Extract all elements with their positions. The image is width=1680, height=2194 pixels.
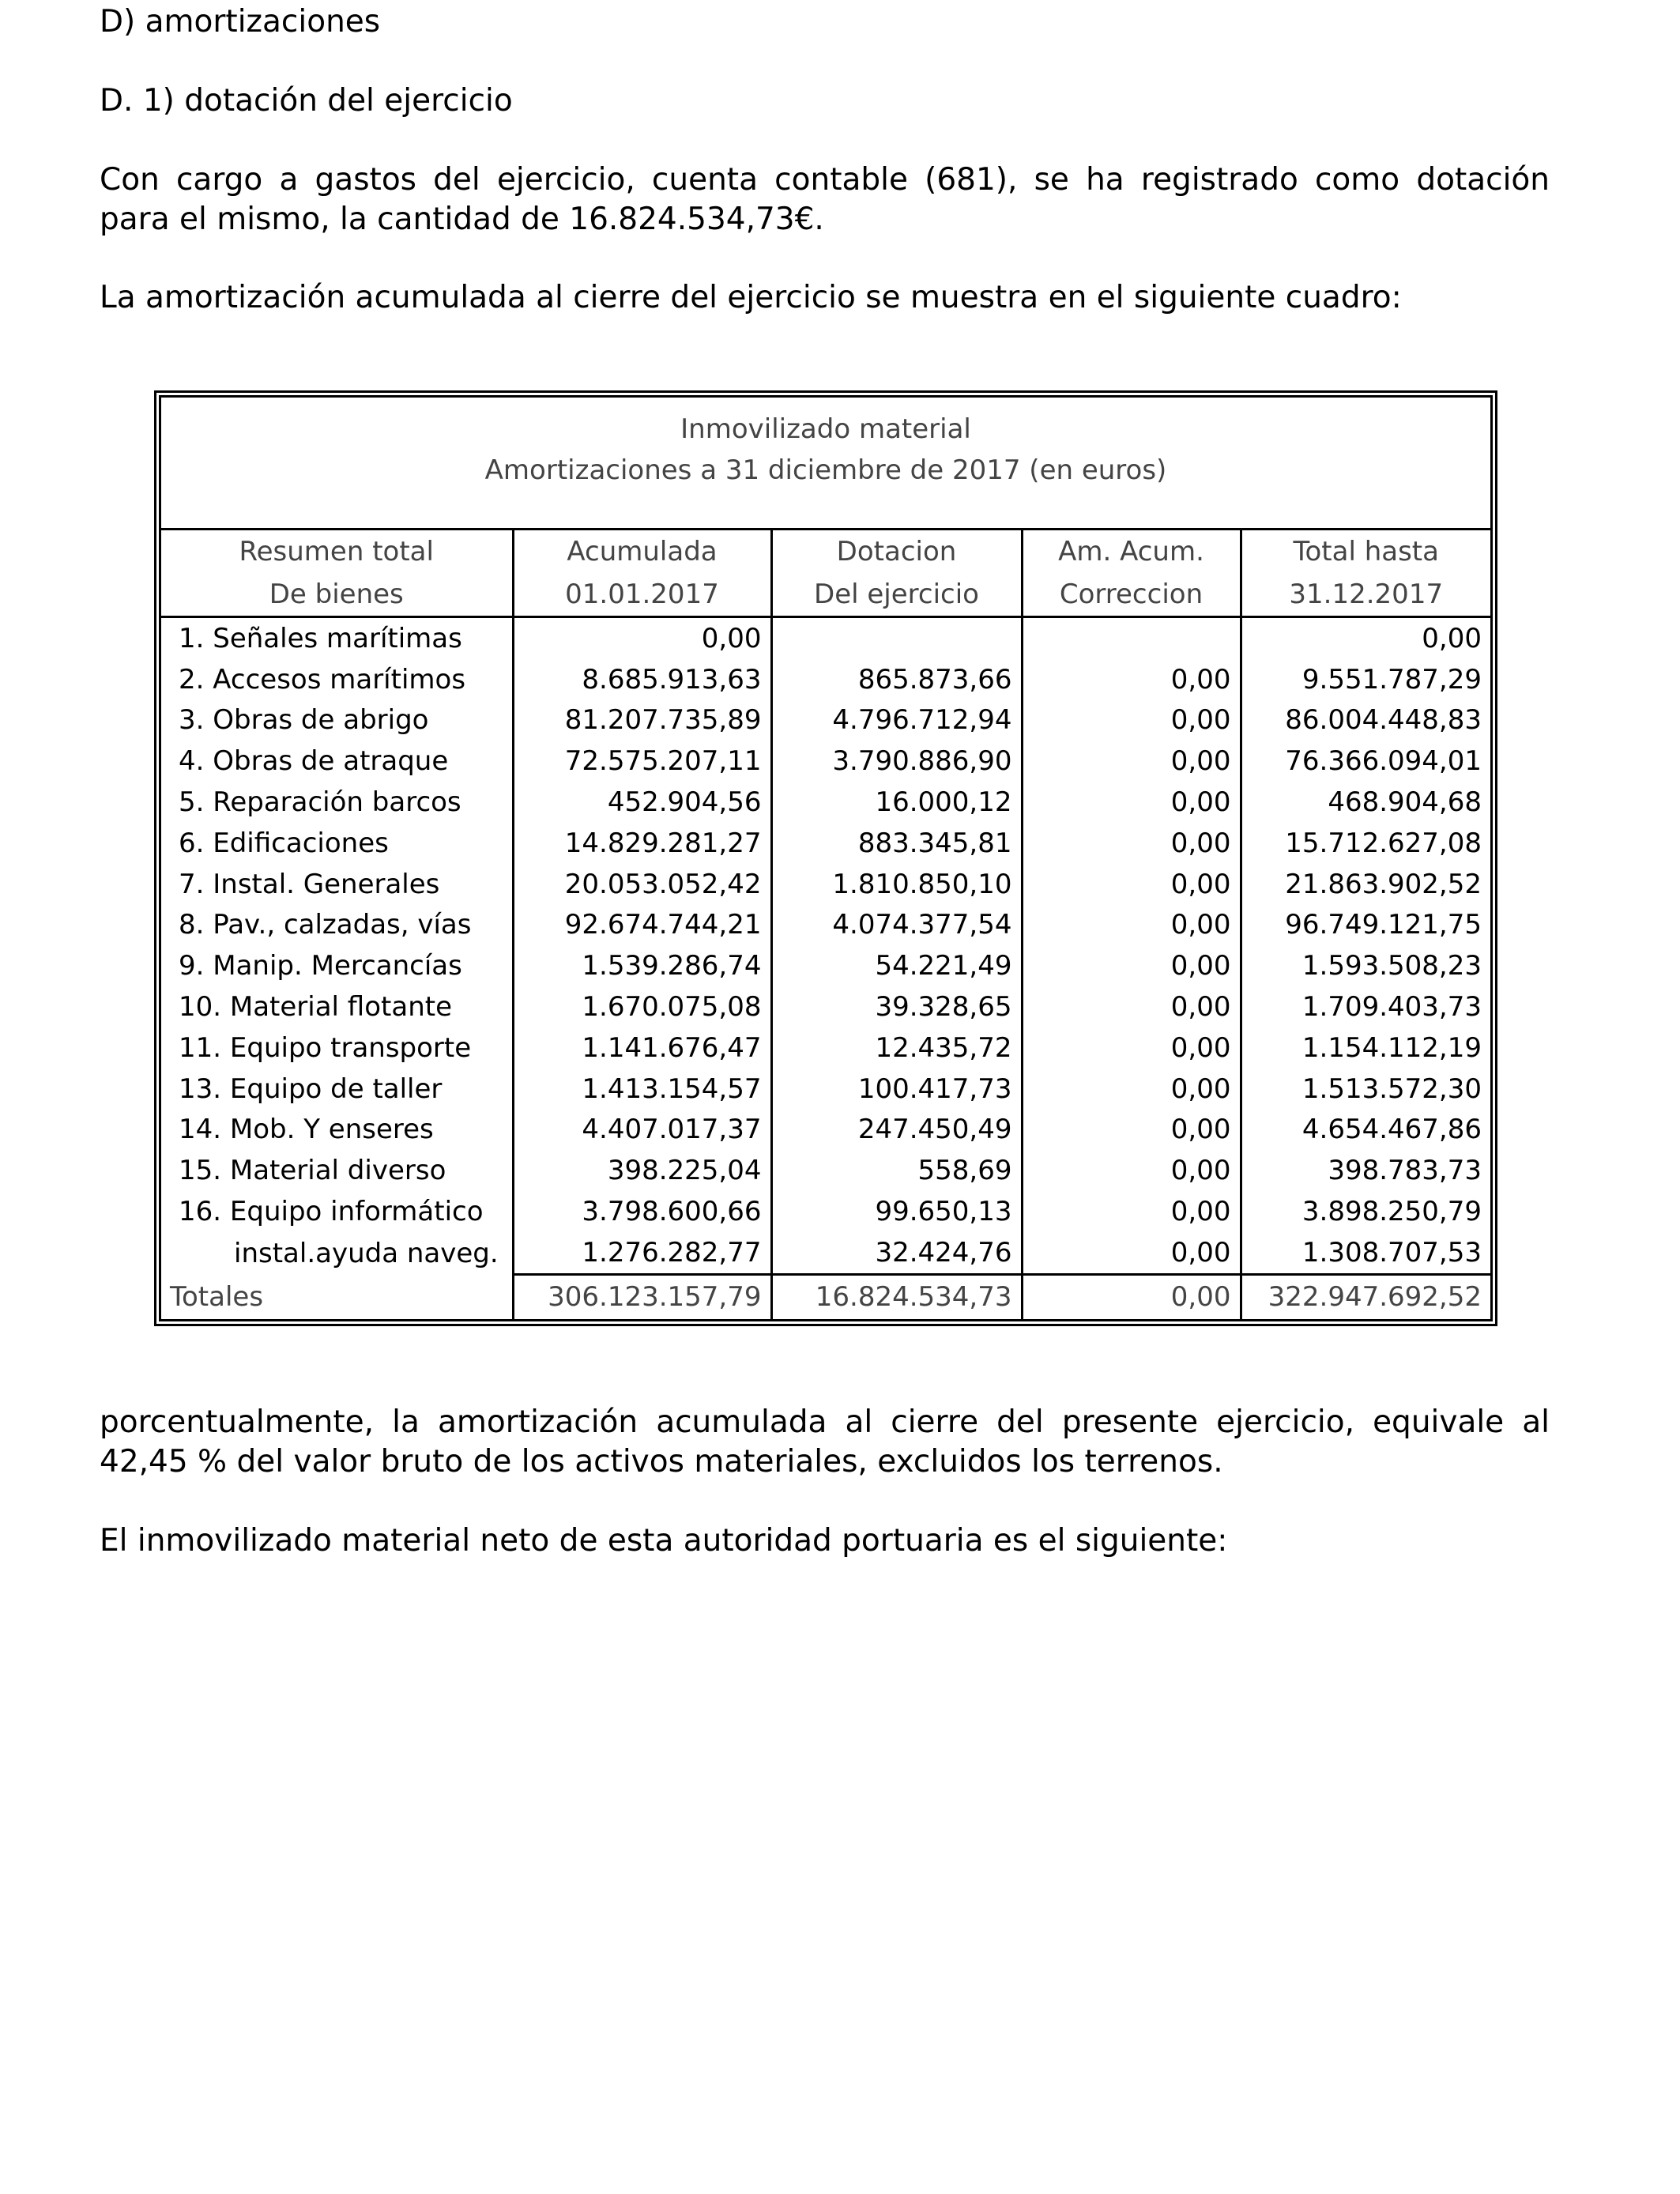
cell-correccion: 0,00 bbox=[1022, 1150, 1241, 1191]
cell-dotacion: 39.328,65 bbox=[771, 986, 1022, 1027]
table-row bbox=[161, 823, 1490, 864]
cell-total: 0,00 bbox=[1241, 617, 1490, 659]
cell-resumen: 1. Señales marítimas bbox=[179, 622, 462, 654]
header-cell-acumulada: Acumulada bbox=[513, 530, 771, 573]
cell-total: 1.593.508,23 bbox=[1241, 945, 1490, 986]
cell-acumulada: 4.407.017,37 bbox=[513, 1110, 771, 1151]
cell-acumulada: 1.141.676,47 bbox=[513, 1027, 771, 1069]
cell-total: 21.863.902,52 bbox=[1241, 864, 1490, 905]
cell-dotacion: 4.074.377,54 bbox=[771, 905, 1022, 946]
total-dotacion: 16.824.534,73 bbox=[771, 1274, 1022, 1319]
table-header-row bbox=[161, 530, 1490, 573]
paragraph-dotacion bbox=[100, 160, 1550, 239]
data-grid bbox=[161, 530, 1490, 1319]
cell-correccion: 0,00 bbox=[1022, 1110, 1241, 1151]
cell-dotacion: 12.435,72 bbox=[771, 1027, 1022, 1069]
cell-correccion: 0,00 bbox=[1022, 700, 1241, 741]
table-header-row bbox=[161, 573, 1490, 617]
cell-correccion: 0,00 bbox=[1022, 986, 1241, 1027]
table-row bbox=[161, 659, 1490, 700]
total-acumulada: 306.123.157,79 bbox=[513, 1274, 771, 1319]
amortizaciones-table bbox=[154, 390, 1497, 1326]
cell-resumen: 5. Reparación barcos bbox=[179, 786, 461, 819]
cell-correccion: 0,00 bbox=[1022, 864, 1241, 905]
cell-resumen: 8. Pav., calzadas, vías bbox=[179, 909, 472, 941]
cell-acumulada: 1.276.282,77 bbox=[513, 1232, 771, 1274]
cell-resumen: 16. Equipo informático bbox=[179, 1196, 484, 1228]
cell-dotacion: 54.221,49 bbox=[771, 945, 1022, 986]
paragraph-porcentaje-line-1: porcentualmente, la amortización acumulada al cierre del presente ejercicio, equivale al bbox=[100, 1404, 1550, 1440]
cell-dotacion: 1.810.850,10 bbox=[771, 864, 1022, 905]
cell-total: 398.783,73 bbox=[1241, 1150, 1490, 1191]
cell-total: 86.004.448,83 bbox=[1241, 700, 1490, 741]
cell-total: 4.654.467,86 bbox=[1241, 1110, 1490, 1151]
cell-resumen: 3. Obras de abrigo bbox=[179, 704, 429, 737]
cell-total: 1.308.707,53 bbox=[1241, 1232, 1490, 1274]
cell-acumulada: 452.904,56 bbox=[513, 782, 771, 823]
cell-acumulada: 8.685.913,63 bbox=[513, 659, 771, 700]
cell-correccion: 0,00 bbox=[1022, 1191, 1241, 1232]
header-cell-resumen: De bienes bbox=[161, 573, 513, 617]
cell-resumen: instal.ayuda naveg. bbox=[234, 1237, 499, 1269]
header-cell-correccion: Am. Acum. bbox=[1022, 530, 1241, 573]
header-cell-total: 31.12.2017 bbox=[1241, 573, 1490, 617]
cell-resumen: 4. Obras de atraque bbox=[179, 745, 449, 778]
table-row bbox=[161, 1150, 1490, 1191]
paragraph-dotacion-line-1: Con cargo a gastos del ejercicio, cuenta contable (681), se ha registrado como dotación bbox=[100, 162, 1550, 198]
table-row bbox=[161, 1069, 1490, 1110]
cell-dotacion bbox=[771, 617, 1022, 659]
table-row bbox=[161, 741, 1490, 782]
cell-resumen: 13. Equipo de taller bbox=[179, 1072, 443, 1105]
header-cell-dotacion: Del ejercicio bbox=[771, 573, 1022, 617]
cell-total: 15.712.627,08 bbox=[1241, 823, 1490, 864]
cell-acumulada: 81.207.735,89 bbox=[513, 700, 771, 741]
paragraph-dotacion-line-2: para el mismo, la cantidad de 16.824.534,73€. bbox=[100, 202, 824, 237]
cell-total: 1.154.112,19 bbox=[1241, 1027, 1490, 1069]
paragraph-porcentaje bbox=[100, 1403, 1550, 1482]
cell-correccion: 0,00 bbox=[1022, 1069, 1241, 1110]
cell-total: 1.709.403,73 bbox=[1241, 986, 1490, 1027]
cell-resumen: 10. Material flotante bbox=[179, 991, 452, 1023]
cell-total: 76.366.094,01 bbox=[1241, 741, 1490, 782]
cell-resumen: 14. Mob. Y enseres bbox=[179, 1114, 434, 1146]
cell-acumulada: 92.674.744,21 bbox=[513, 905, 771, 946]
cell-dotacion: 99.650,13 bbox=[771, 1191, 1022, 1232]
cell-acumulada: 14.829.281,27 bbox=[513, 823, 771, 864]
table-row bbox=[161, 905, 1490, 946]
cell-total: 9.551.787,29 bbox=[1241, 659, 1490, 700]
cell-resumen: 2. Accesos marítimos bbox=[179, 663, 466, 696]
cell-resumen: 15. Material diverso bbox=[179, 1155, 446, 1187]
cell-acumulada: 1.670.075,08 bbox=[513, 986, 771, 1027]
table-totals-row bbox=[161, 1274, 1490, 1319]
header-cell-acumulada: 01.01.2017 bbox=[513, 573, 771, 617]
cell-correccion: 0,00 bbox=[1022, 905, 1241, 946]
table-row bbox=[161, 700, 1490, 741]
cell-correccion: 0,00 bbox=[1022, 782, 1241, 823]
cell-resumen: 11. Equipo transporte bbox=[179, 1031, 472, 1064]
cell-dotacion: 100.417,73 bbox=[771, 1069, 1022, 1110]
cell-acumulada: 0,00 bbox=[513, 617, 771, 659]
paragraph-neto: El inmovilizado material neto de esta autoridad portuaria es el siguiente: bbox=[100, 1523, 1228, 1559]
paragraph-intro-table: La amortización acumulada al cierre del ejercicio se muestra en el siguiente cuadro: bbox=[100, 280, 1402, 315]
heading-amortizaciones: D) amortizaciones bbox=[100, 4, 381, 40]
table-row bbox=[161, 1110, 1490, 1151]
paragraph-porcentaje-line-2: 42,45 % del valor bruto de los activos materiales, excluidos los terrenos. bbox=[100, 1444, 1223, 1480]
cell-acumulada: 1.413.154,57 bbox=[513, 1069, 771, 1110]
total-resumen: Totales bbox=[170, 1280, 264, 1313]
total-total: 322.947.692,52 bbox=[1241, 1274, 1490, 1319]
header-cell-total: Total hasta bbox=[1241, 530, 1490, 573]
cell-resumen: 7. Instal. Generales bbox=[179, 868, 440, 900]
cell-correccion: 0,00 bbox=[1022, 741, 1241, 782]
cell-correccion bbox=[1022, 617, 1241, 659]
table-row bbox=[161, 1027, 1490, 1069]
cell-correccion: 0,00 bbox=[1022, 945, 1241, 986]
cell-total: 3.898.250,79 bbox=[1241, 1191, 1490, 1232]
table-row bbox=[161, 986, 1490, 1027]
cell-resumen: 6. Edificaciones bbox=[179, 827, 389, 859]
total-correccion: 0,00 bbox=[1022, 1274, 1241, 1319]
table-subtitle: Amortizaciones a 31 diciembre de 2017 (en euros) bbox=[484, 454, 1167, 486]
cell-dotacion: 16.000,12 bbox=[771, 782, 1022, 823]
table-row bbox=[161, 782, 1490, 823]
table-row bbox=[161, 1232, 1490, 1274]
table-title: Inmovilizado material bbox=[680, 413, 971, 445]
cell-total: 1.513.572,30 bbox=[1241, 1069, 1490, 1110]
table-row bbox=[161, 1191, 1490, 1232]
cell-dotacion: 4.796.712,94 bbox=[771, 700, 1022, 741]
cell-resumen: 9. Manip. Mercancías bbox=[179, 950, 462, 982]
cell-dotacion: 3.790.886,90 bbox=[771, 741, 1022, 782]
cell-acumulada: 1.539.286,74 bbox=[513, 945, 771, 986]
table-title-block bbox=[161, 398, 1490, 530]
heading-dotacion: D. 1) dotación del ejercicio bbox=[100, 83, 513, 119]
cell-total: 96.749.121,75 bbox=[1241, 905, 1490, 946]
table-row bbox=[161, 945, 1490, 986]
cell-dotacion: 883.345,81 bbox=[771, 823, 1022, 864]
cell-correccion: 0,00 bbox=[1022, 823, 1241, 864]
cell-dotacion: 865.873,66 bbox=[771, 659, 1022, 700]
header-cell-resumen: Resumen total bbox=[239, 536, 434, 567]
cell-acumulada: 3.798.600,66 bbox=[513, 1191, 771, 1232]
cell-dotacion: 558,69 bbox=[771, 1150, 1022, 1191]
cell-acumulada: 398.225,04 bbox=[513, 1150, 771, 1191]
header-cell-correccion: Correccion bbox=[1022, 573, 1241, 617]
header-cell-dotacion: Dotacion bbox=[771, 530, 1022, 573]
cell-acumulada: 20.053.052,42 bbox=[513, 864, 771, 905]
table-row bbox=[161, 864, 1490, 905]
cell-correccion: 0,00 bbox=[1022, 1232, 1241, 1274]
cell-dotacion: 32.424,76 bbox=[771, 1232, 1022, 1274]
cell-correccion: 0,00 bbox=[1022, 659, 1241, 700]
cell-correccion: 0,00 bbox=[1022, 1027, 1241, 1069]
amortizaciones-table-inner bbox=[159, 395, 1493, 1321]
data-grid-body bbox=[161, 530, 1490, 1319]
cell-dotacion: 247.450,49 bbox=[771, 1110, 1022, 1151]
table-row bbox=[161, 617, 1490, 659]
cell-total: 468.904,68 bbox=[1241, 782, 1490, 823]
cell-acumulada: 72.575.207,11 bbox=[513, 741, 771, 782]
